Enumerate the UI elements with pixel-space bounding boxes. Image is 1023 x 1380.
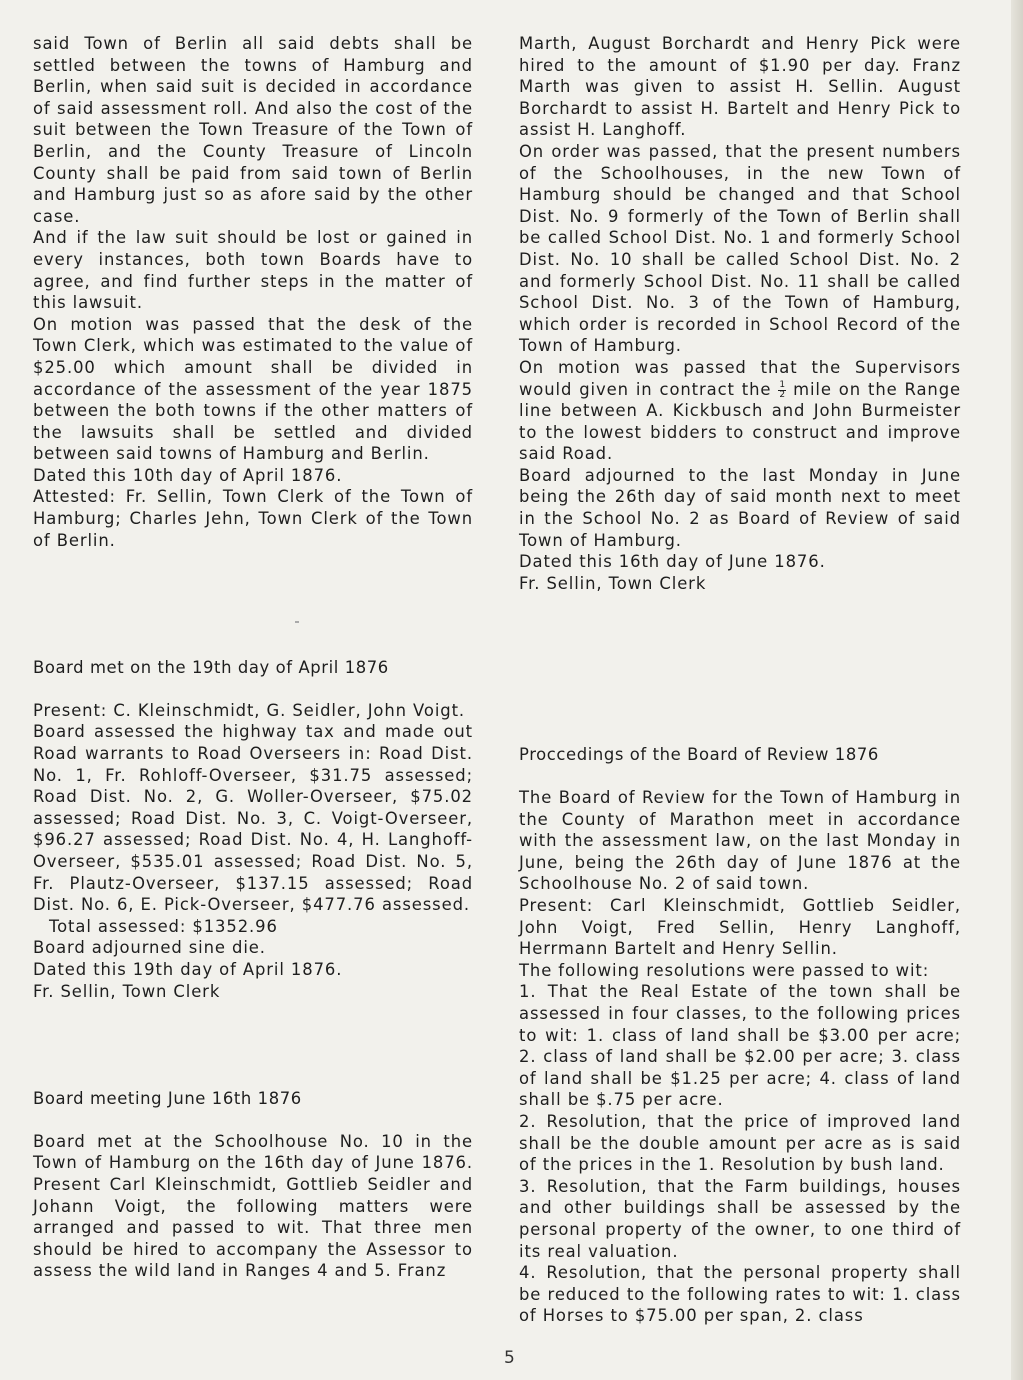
resolution-3: 3. Resolution, that the Farm buildings, houses and other buildings shall be assessed by the personal property of the owner, to one third of its real valuation. [519,1176,961,1261]
signature-line: Fr. Sellin, Town Clerk [519,573,707,593]
resolutions-intro: The following resolutions were passed to wit: [519,960,930,980]
review-meeting-paragraph: The Board of Review for the Town of Hamburg in the County of Marathon meet in accordance with the assessment law, on the last Monday in June, being the 26th day of June 1876 at the Schoolhouse No. 2 of said town. [519,788,961,894]
dated-line: Dated this 10th day of April 1876. [33,465,343,485]
right-column [519,33,961,1327]
page-edge-shadow [1011,0,1023,1380]
june-16-minutes [33,1088,473,1282]
page-number: 5 [504,1348,515,1368]
present-line: Present: C. Kleinschmidt, G. Seidler, John Voigt. [33,700,466,720]
adjourned-paragraph: Board adjourned to the last Monday in June being the 26th day of said month next to meet in the School No. 2 as Board of Review of said Town of Hamburg. [519,465,961,550]
april-19-minutes [33,657,473,1002]
resolution-2: 2. Resolution, that the price of improved land shall be the double amount per acre as is said of the prices in the 1. Resolution by bush land. [519,1111,961,1175]
board-of-review-proceedings [519,744,961,1326]
dated-line: Dated this 16th day of June 1876. [519,552,826,572]
present-paragraph: Present: Carl Kleinschmidt, Gottlieb Seidler, John Voigt, Fred Sellin, Henry Langhoff, Herrmann Bartelt and Henry Sellin. [519,896,961,959]
text-after-fraction: mile on the Range line between A. Kickbusch and John Burmeister to the lowest bidders to construct and improve said Road. [519,379,962,464]
attested-line: Attested: Fr. Sellin, Town Clerk of the Town of Hamburg; Charles Jehn, Town Clerk of the Town of Berlin. [33,487,473,550]
june-16-minutes-continuation [519,33,961,594]
total-assessed-line: Total assessed: $1352.96 [49,916,278,936]
lawsuit-agreement-paragraph: And if the law suit should be lost or gained in every instances, both town Boards have to agree, and find further steps in the matter of this lawsuit. [33,228,473,313]
fraction-numerator: 1 [779,379,786,390]
dated-line: Dated this 19th day of April 1876. [33,959,343,979]
adjourned-line: Board adjourned sine die. [33,938,266,958]
left-column [33,33,473,1282]
fraction-denominator: 2 [779,389,786,400]
section-heading: Board meeting June 16th 1876 [33,1089,302,1109]
town-clerk-desk-paragraph: On motion was passed that the desk of the Town Clerk, which was estimated to the value of $25.00 which amount shall be divided in accordance of the assessment of the year 1875 between the both towns if the other matters of the lawsuits shall be settled and divided between said towns of Hamburg and Berlin. [33,314,473,464]
schoolhouse-numbers-paragraph: On order was passed, that the present numbers of the Schoolhouses, in the new Town of Hamburg should be changed and that School Dist. No. 9 formerly of the Town of Berlin shall be called School Dist. No. 1 and formerly School Dist. No. 10 shall be called School Dist. No. 2 and formerly School Dist. No. 11 shall be called School Dist. No. 3 of the Town of Hamburg, which order is recorded in School Record of the Town of Hamburg. [519,141,961,356]
section-heading: Board met on the 19th day of April 1876 [33,658,389,678]
signature-line: Fr. Sellin, Town Clerk [33,981,221,1001]
highway-tax-paragraph: Board assessed the highway tax and made out Road warrants to Road Overseers in: Road Dist. No. 1, Fr. Rohloff-Overseer, $31.75 assessed; Road Dist. No. 2, G. Woller-Overseer, $75.02 assessed; Road Dist. No. 3, C. Voigt-Overseer, $96.27 assessed; Road Dist. No. 4, H. Langhoff-Overseer, $535.01 assessed; Road Dist. No. 5, Fr. Plautz-Overseer, $137.15 assessed; Road Dist. No. 6, E. Pick-Overseer, $477.76 assessed. [33,722,473,915]
hired-men-paragraph: Marth, August Borchardt and Henry Pick were hired to the amount of $1.90 per day. Franz Marth was given to assist H. Sellin. August Borchardt to assist H. Bartelt and Henry Pick to assist H. Langhoff. [519,34,961,140]
half-fraction [778,381,786,400]
june-meeting-paragraph: Board met at the Schoolhouse No. 10 in the Town of Hamburg on the 16th day of June 1876. Present Carl Kleinschmidt, Gottlieb Seidler and Johann Voigt, the following matters were arranged and passed to wit. That three men should be hired to accompany the Assessor to assess the wild land in Ranges 4 and 5. Franz [33,1131,473,1281]
text-before-fraction: On motion was passed that the Supervisors would given in contract the [519,357,961,399]
april-10-minutes-continuation [33,33,473,551]
section-heading: Proccedings of the Board of Review 1876 [519,745,879,765]
resolution-4: 4. Resolution, that the personal property shall be reduced to the following rates to wit: 1. class of Horses to $75.00 per span, 2. class [519,1263,961,1326]
lawsuit-debts-paragraph: said Town of Berlin all said debts shall be settled between the towns of Hamburg and Berlin, when said suit is decided in accordance of said assessment roll. And also the cost of the suit between the Town Treasure of the Town of Berlin, and the County Treasure of Lincoln County shall be paid from said town of Berlin and Hamburg just so as afore said by the other case. [33,34,473,226]
resolution-1: 1. That the Real Estate of the town shall be assessed in four classes, to the following prices to wit: 1. class of land shall be $3.00 per acre; 2. class of land shall be $2.00 per acre; 3. class of land shall be $1.25 per acre; 4. class of land shall be $.75 per acre. [519,982,961,1110]
range-line-road-paragraph [519,357,961,465]
